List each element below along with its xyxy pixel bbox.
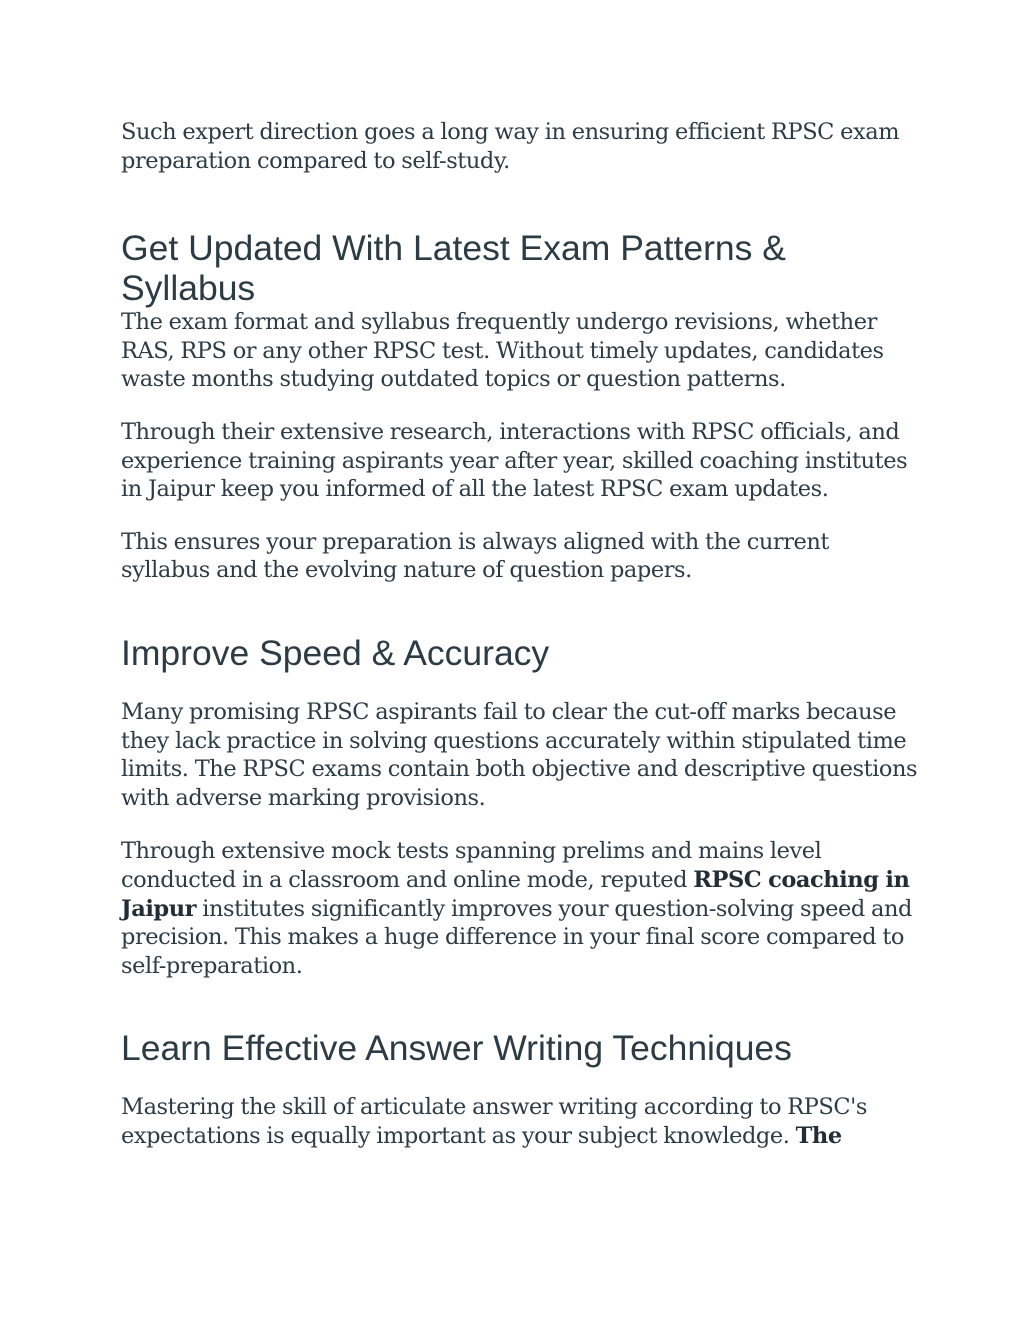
paragraph-aligned-syllabus: This ensures your preparation is always aligned with the current syllabus and the evolving nature of question papers. — [121, 528, 830, 584]
paragraph-research-updates: Through their extensive research, interactions with RPSC officials, and experience training aspirants year after year, skilled coaching institutes in Jaipur keep you informed of all the latest RPSC exam updates. — [121, 418, 908, 503]
answer-writing-text: Mastering the skill of articulate answer writing according to RPSC's expectations is equally important as your subject knowledge. — [121, 1094, 867, 1149]
paragraph-exam-format: The exam format and syllabus frequently undergo revisions, whether RAS, RPS or any other RPSC test. Without timely updates, candidates waste months studying outdated topics or question patterns. — [121, 309, 884, 393]
heading-answer-writing: Learn Effective Answer Writing Techniques — [121, 1028, 792, 1069]
paragraph-answer-writing — [121, 1093, 921, 1150]
paragraph-cut-off-marks: Many promising RPSC aspirants fail to clear the cut-off marks because they lack practice in solving questions accurately within stipulated time limits. The RPSC exams contain both objective and descriptive questions with adverse marking provisions. — [121, 698, 918, 811]
paragraph-mock-tests — [121, 837, 921, 980]
answer-writing-bold-start: The — [795, 1122, 842, 1149]
mock-tests-text-after: institutes significantly improves your question-solving speed and precision. This makes a huge difference in your final score compared to self-preparation. — [121, 895, 912, 979]
document-content — [121, 118, 921, 1150]
heading-exam-patterns: Get Updated With Latest Exam Patterns & Syllabus — [121, 228, 786, 309]
mock-tests-text-before: Through extensive mock tests spanning prelims and mains level conducted in a classroom and online mode, reputed — [121, 838, 822, 893]
rpsc-coaching-keyword: RPSC coaching in Jaipur — [121, 866, 910, 922]
intro-paragraph: Such expert direction goes a long way in ensuring efficient RPSC exam preparation compared to self-study. — [121, 119, 900, 174]
heading-speed-accuracy: Improve Speed & Accuracy — [121, 632, 550, 673]
